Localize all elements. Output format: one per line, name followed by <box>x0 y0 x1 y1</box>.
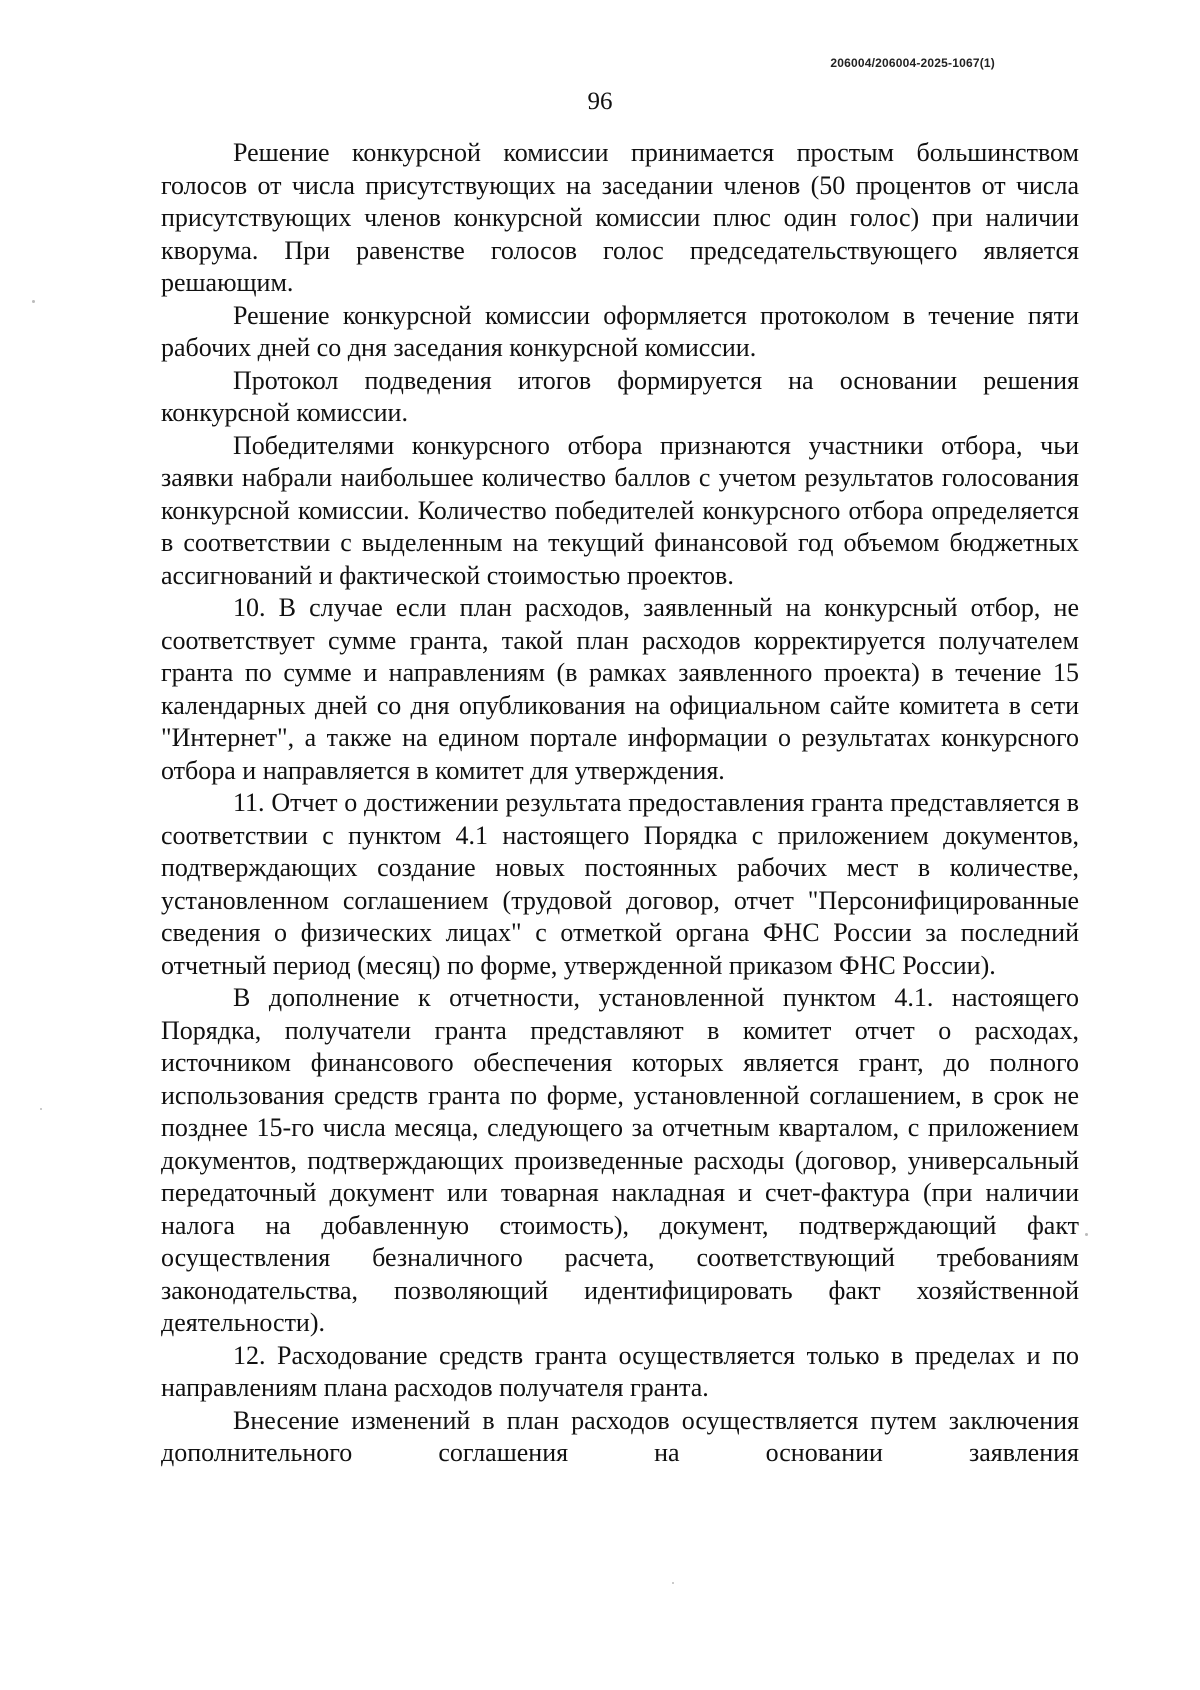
paragraph-commission-decision-vote: Решение конкурсной комиссии принимается простым большинством голосов от числа присутствующих на заседании членов (50 процентов от числа присутствующих членов конкурсной комиссии плюс один голос) при наличии кворума. При равенстве голосов голос председательствующего является решающим. <box>161 138 1079 297</box>
body-text <box>161 137 1079 1470</box>
paragraph-results-protocol: Протокол подведения итогов формируется на основании решения конкурсной комиссии. <box>161 365 1079 427</box>
page-number: 96 <box>587 88 613 115</box>
paragraph-item-11: 11. Отчет о достижении результата предоставления гранта представляется в соответствии с пунктом 4.1 настоящего Порядка с приложением документов, подтверждающих создание новых постоянных рабочих мест в количестве, установленном соглашением (трудовой договор, отчет "Персонифицированные сведения о физических лицах" с отметкой органа ФНС России за последний отчетный период (месяц) по форме, утвержденной приказом ФНС России). <box>161 788 1079 980</box>
paragraph-expense-report: В дополнение к отчетности, установленной пунктом 4.1. настоящего Порядка, получатели гранта представляют в комитет отчет о расходах, источником финансового обеспечения которых является грант, до полного использования средств гранта по форме, установленной соглашением, в срок не позднее 15-го числа месяца, следующего за отчетным кварталом, с приложением документов, подтверждающих произведенные расходы (договор, универсальный передаточный документ или товарная накладная и счет-фактура (при наличии налога на добавленную стоимость), документ, подтверждающий факт осуществления безналичного расчета, соответствующий требованиям законодательства, позволяющий идентифицировать факт хозяйственной деятельности). <box>161 983 1079 1337</box>
paragraph-commission-protocol: Решение конкурсной комиссии оформляется протоколом в течение пяти рабочих дней со дня заседания конкурсной комиссии. <box>161 300 1079 362</box>
document-id: 206004/206004-2025-1067(1) <box>830 56 995 70</box>
paragraph-plan-changes: Внесение изменений в план расходов осуществляется путем заключения дополнительного соглашения на основании заявления <box>161 1405 1079 1467</box>
paragraph-winners: Победителями конкурсного отбора признаются участники отбора, чьи заявки набрали наибольшее количество баллов с учетом результатов голосования конкурсной комиссии. Количество победителей конкурсного отбора определяется в соответствии с выделенным на текущий финансовой год объемом бюджетных ассигнований и фактической стоимостью проектов. <box>161 430 1079 590</box>
paragraph-item-10: 10. В случае если план расходов, заявленный на конкурсный отбор, не соответствует сумме гранта, такой план расходов корректируется получателем гранта по сумме и направлениям (в рамках заявленного проекта) в течение 15 календарных дней со дня опубликования на официальном сайте комитета в сети "Интернет", а также на едином портале информации о результатах конкурсного отбора и направляется в комитет для утверждения. <box>161 593 1079 785</box>
paragraph-item-12: 12. Расходование средств гранта осуществляется только в пределах и по направлениям плана расходов получателя гранта. <box>161 1340 1079 1402</box>
